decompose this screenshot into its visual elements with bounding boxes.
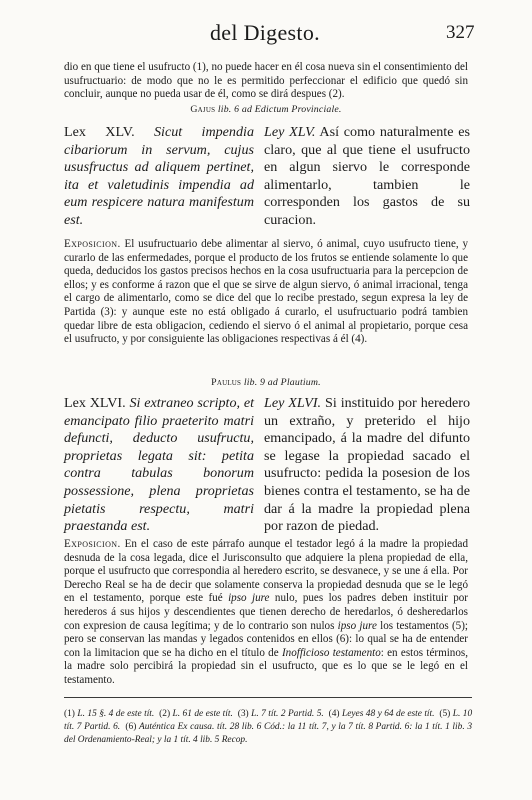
exposition-2-italic-c: Inofficioso testamento	[281, 646, 381, 659]
exposition-2-text-b: nulo, pues los padres deben instituir por herederos á sus hijos y descendientes que tienen derecho de heredarlos, ó desheredarlos con expresion de causa legítima; y de lo contrario son nulos	[64, 592, 468, 632]
source-author: Gajus	[190, 104, 216, 115]
footnote-text: L. 7 tít. 2 Partid. 5.	[251, 709, 324, 719]
page-number: 327	[446, 22, 475, 43]
footnotes	[64, 708, 472, 748]
exposition-1-label: Exposicion.	[64, 238, 121, 250]
footnote-mark: (1)	[64, 709, 75, 719]
running-title: del Digesto.	[210, 20, 320, 45]
exposition-2-text-a: En el caso de este párrafo aunque el testador legó á la madre la propiedad desnuda de la cosa legada, dice el Jurisconsulto que adquiere la plena propiedad de ella, porque el usufructo que correspondia al heredero escrito, se desvanece, y se une á ella. Por Derecho Real se ha de decir que solamente conserva la propiedad desnuda que se le legó en el testamento, porque este fué	[64, 538, 468, 605]
law-46-latin	[64, 395, 254, 536]
footnote-text: L. 61 de este tít.	[172, 709, 233, 719]
law-45-latin-label: Lex XLV.	[64, 124, 135, 140]
footnote-text: Leyes 48 y 64 de este tít.	[342, 709, 435, 719]
law-46-spanish	[264, 395, 470, 536]
footnote-text: Auténtica Ex causa. tít. 28 lib. 6 Cód.: la 11 tít. 7, y la 7 tít. 8 Partid. 6: la 1 tít. 1 lib. 3 del Ordenamiento-Real; y la 1 tít. 4 lib. 5 Recop.	[64, 722, 473, 746]
law-46-spanish-text: Si instituido por heredero un extraño, y preterido el hijo emancipado, á la madre del difunto se legase la propiedad sacado el usufructo: pedida la posesion de los bienes contra el testamento, se ha de dar á la madre la propiedad plena por razon de piedad.	[264, 395, 470, 535]
exposition-2-italic-b: ipso jure	[337, 619, 377, 632]
law-46-latin-label: Lex XLVI.	[64, 395, 126, 411]
law-46-spanish-label: Ley XLVI.	[264, 395, 322, 411]
exposition-2-text-c: los testamentos (5); pero se conservan las mandas y legados contenidos en ellos (6): lo qual se ha de entender con la limitacion que se ha dicho en el título de	[64, 619, 469, 659]
source-reference: lib. 9 ad Plautium.	[243, 377, 321, 388]
source-author: Paulus	[211, 377, 242, 388]
footnote-divider	[64, 697, 472, 698]
footnote-mark: (3)	[237, 709, 249, 719]
footnote-text: L. 15 §. 4 de este tít.	[77, 709, 155, 719]
source-citation-gajus	[0, 104, 532, 115]
law-45-latin-text: Sicut impendia cibariorum in servum, cujus ususfructus ad aliquem pertinet, ita et valetudinis impendia ad eum respicere natura manifestum est.	[64, 124, 254, 228]
footnote-mark: (5)	[439, 709, 451, 719]
footnote-mark: (6)	[125, 722, 137, 733]
exposition-1	[64, 238, 468, 347]
law-45-spanish	[264, 124, 470, 230]
exposition-2-label: Exposicion.	[64, 538, 121, 550]
footnote-text: L. 10 tít. 7 Partid. 6.	[64, 709, 473, 733]
law-45-spanish-text: Así como naturalmente es claro, que al que tiene el usufructo en algun siervo le corresponde alimentarlo, tambien le corresponden los gastos de su curacion.	[264, 124, 470, 228]
exposition-2	[64, 538, 468, 688]
exposition-2-italic-a: ipso jure	[228, 592, 270, 605]
law-46-latin-text: Si extraneo scripto, et emancipato filio praeterito matri defuncti, deducto usufructu, proprietas legata sit: petita contra tabulas bonorum possessione, plena proprietas pietatis respectu, matri praestanda est.	[64, 395, 255, 535]
footnote-mark: (2)	[159, 709, 171, 719]
intro-paragraph: dio en que tiene el usufructo (1), no puede hacer en él cosa nueva sin el consentimiento del usufructuario: de modo que no le es permitido perfeccionar el edificio que quedó sin concluir, aunque no pueda usar de él, como se dirá despues (2).	[64, 61, 468, 101]
exposition-1-text: El usufructuario debe alimentar al siervo, ó animal, cuyo usufructo tiene, y curarlo de las enfermedades, porque el producto de los frutos se entiende solamente lo que queda, deducidos los gastos precisos hechos en la cosa usufructuaria para la percepcion de ellos; y es conforme á razon que el que se sirve de algun siervo, ó animal irracional, tenga el cargo de alimentarlo, como se dice del que lo recibe prestado, segun expresa la ley de Partida (3): y aunque este no está obligado á curarlo, el usufructuario podrá tambien quedar libre de esta obligacion, cediendo el siervo ó el animal al propietario, porque cesa el usufructo, y por consiguiente las obligaciones respectivas á él (4).	[64, 238, 468, 346]
footnote-mark: (4)	[328, 709, 340, 719]
source-reference: lib. 6 ad Edictum Provinciale.	[217, 104, 342, 115]
law-45-spanish-label: Ley XLV.	[264, 124, 316, 140]
exposition-2-text-d: : en estos términos, la madre solo percibirá la propiedad sin el usufructo, que es lo que se le legó en el testamento.	[64, 646, 468, 686]
law-45-latin	[64, 124, 254, 230]
page-header	[0, 10, 532, 45]
source-citation-paulus	[0, 377, 532, 388]
